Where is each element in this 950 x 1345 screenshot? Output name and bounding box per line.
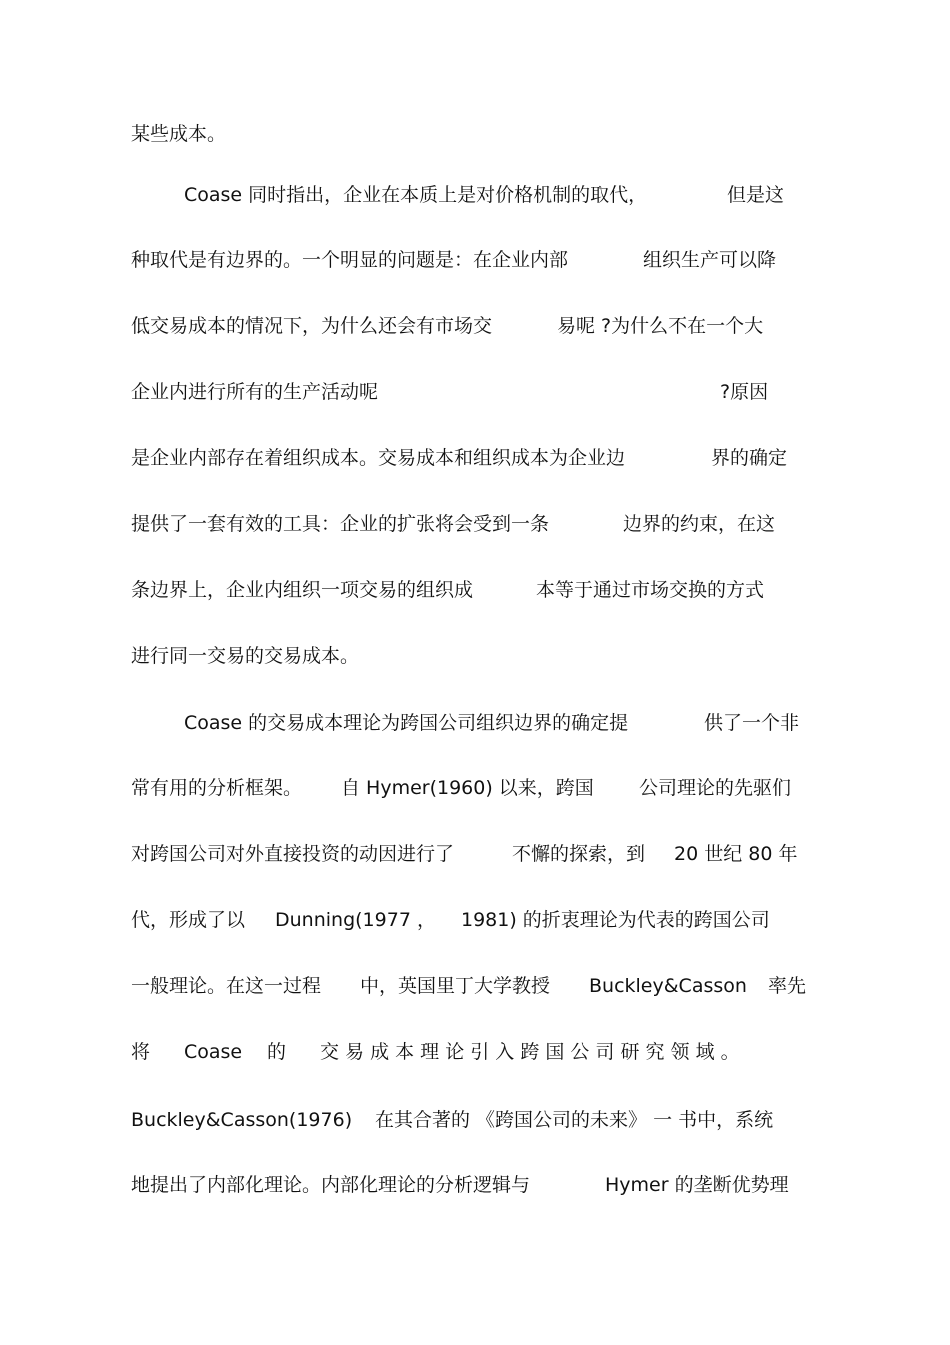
text-segment: Coase 的交易成本理论为跨国公司组织边界的确定提 [184,712,629,734]
text-segment: 低交易成本的情况下，为什么还会有市场交 [131,315,493,337]
text-segment: 交 易 成 本 理 论 引 入 跨 国 公 司 研 究 领 域 。 [320,1041,740,1063]
text-segment: 提供了一套有效的工具：企业的扩张将会受到一条 [131,513,550,535]
text-segment: ?原因 [720,381,769,403]
text-segment: Hymer 的垄断优势理 [605,1174,789,1196]
text-segment: 某些成本。 [131,123,227,145]
text-segment: Dunning(1977 ， [275,909,436,931]
text-segment: 率先 [768,975,807,997]
text-segment: 常有用的分析框架。 [131,777,303,799]
text-segment: 将 [131,1041,151,1063]
text-segment: 种取代是有边界的。一个明显的问题是：在企业内部 [131,249,569,271]
text-segment: 企业内进行所有的生产活动呢 [131,381,379,403]
text-segment: 供了一个非 [704,712,800,734]
text-segment: Buckley&Casson(1976) [131,1109,353,1131]
text-segment: 边界的约束，在这 [623,513,776,535]
text-segment: 对跨国公司对外直接投资的动因进行了 [131,843,455,865]
text-segment: Buckley&Casson [589,975,747,997]
text-segment: 的 [267,1041,287,1063]
text-segment: 界的确定 [711,447,788,469]
text-segment: 自 Hymer(1960) 以来，跨国 [341,777,594,799]
text-segment: 1981) 的折衷理论为代表的跨国公司 [461,909,770,931]
text-segment: 本等于通过市场交换的方式 [536,579,765,601]
text-segment: Coase 同时指出，企业在本质上是对价格机制的取代， [184,184,648,206]
text-segment: 公司理论的先驱们 [639,777,792,799]
text-segment: 是企业内部存在着组织成本。交易成本和组织成本为企业边 [131,447,626,469]
text-segment: Coase [184,1041,243,1063]
text-segment: 一般理论。在这一过程 [131,975,322,997]
text-segment: 代，形成了以 [131,909,246,931]
text-segment: 地提出了内部化理论。内部化理论的分析逻辑与 [131,1174,531,1196]
text-segment: 在其合著的 《跨国公司的未来》 一 书中，系统 [375,1109,774,1131]
text-segment: 20 世纪 80 年 [674,843,798,865]
text-segment: 不懈的探索，到 [512,843,646,865]
text-segment: 进行同一交易的交易成本。 [131,645,360,667]
text-segment: 组织生产可以降 [643,249,777,271]
text-segment: 条边界上，企业内组织一项交易的组织成 [131,579,474,601]
text-segment: 易呢 ?为什么不在一个大 [557,315,764,337]
text-segment: 但是这 [727,184,785,206]
text-segment: 中，英国里丁大学教授 [360,975,551,997]
